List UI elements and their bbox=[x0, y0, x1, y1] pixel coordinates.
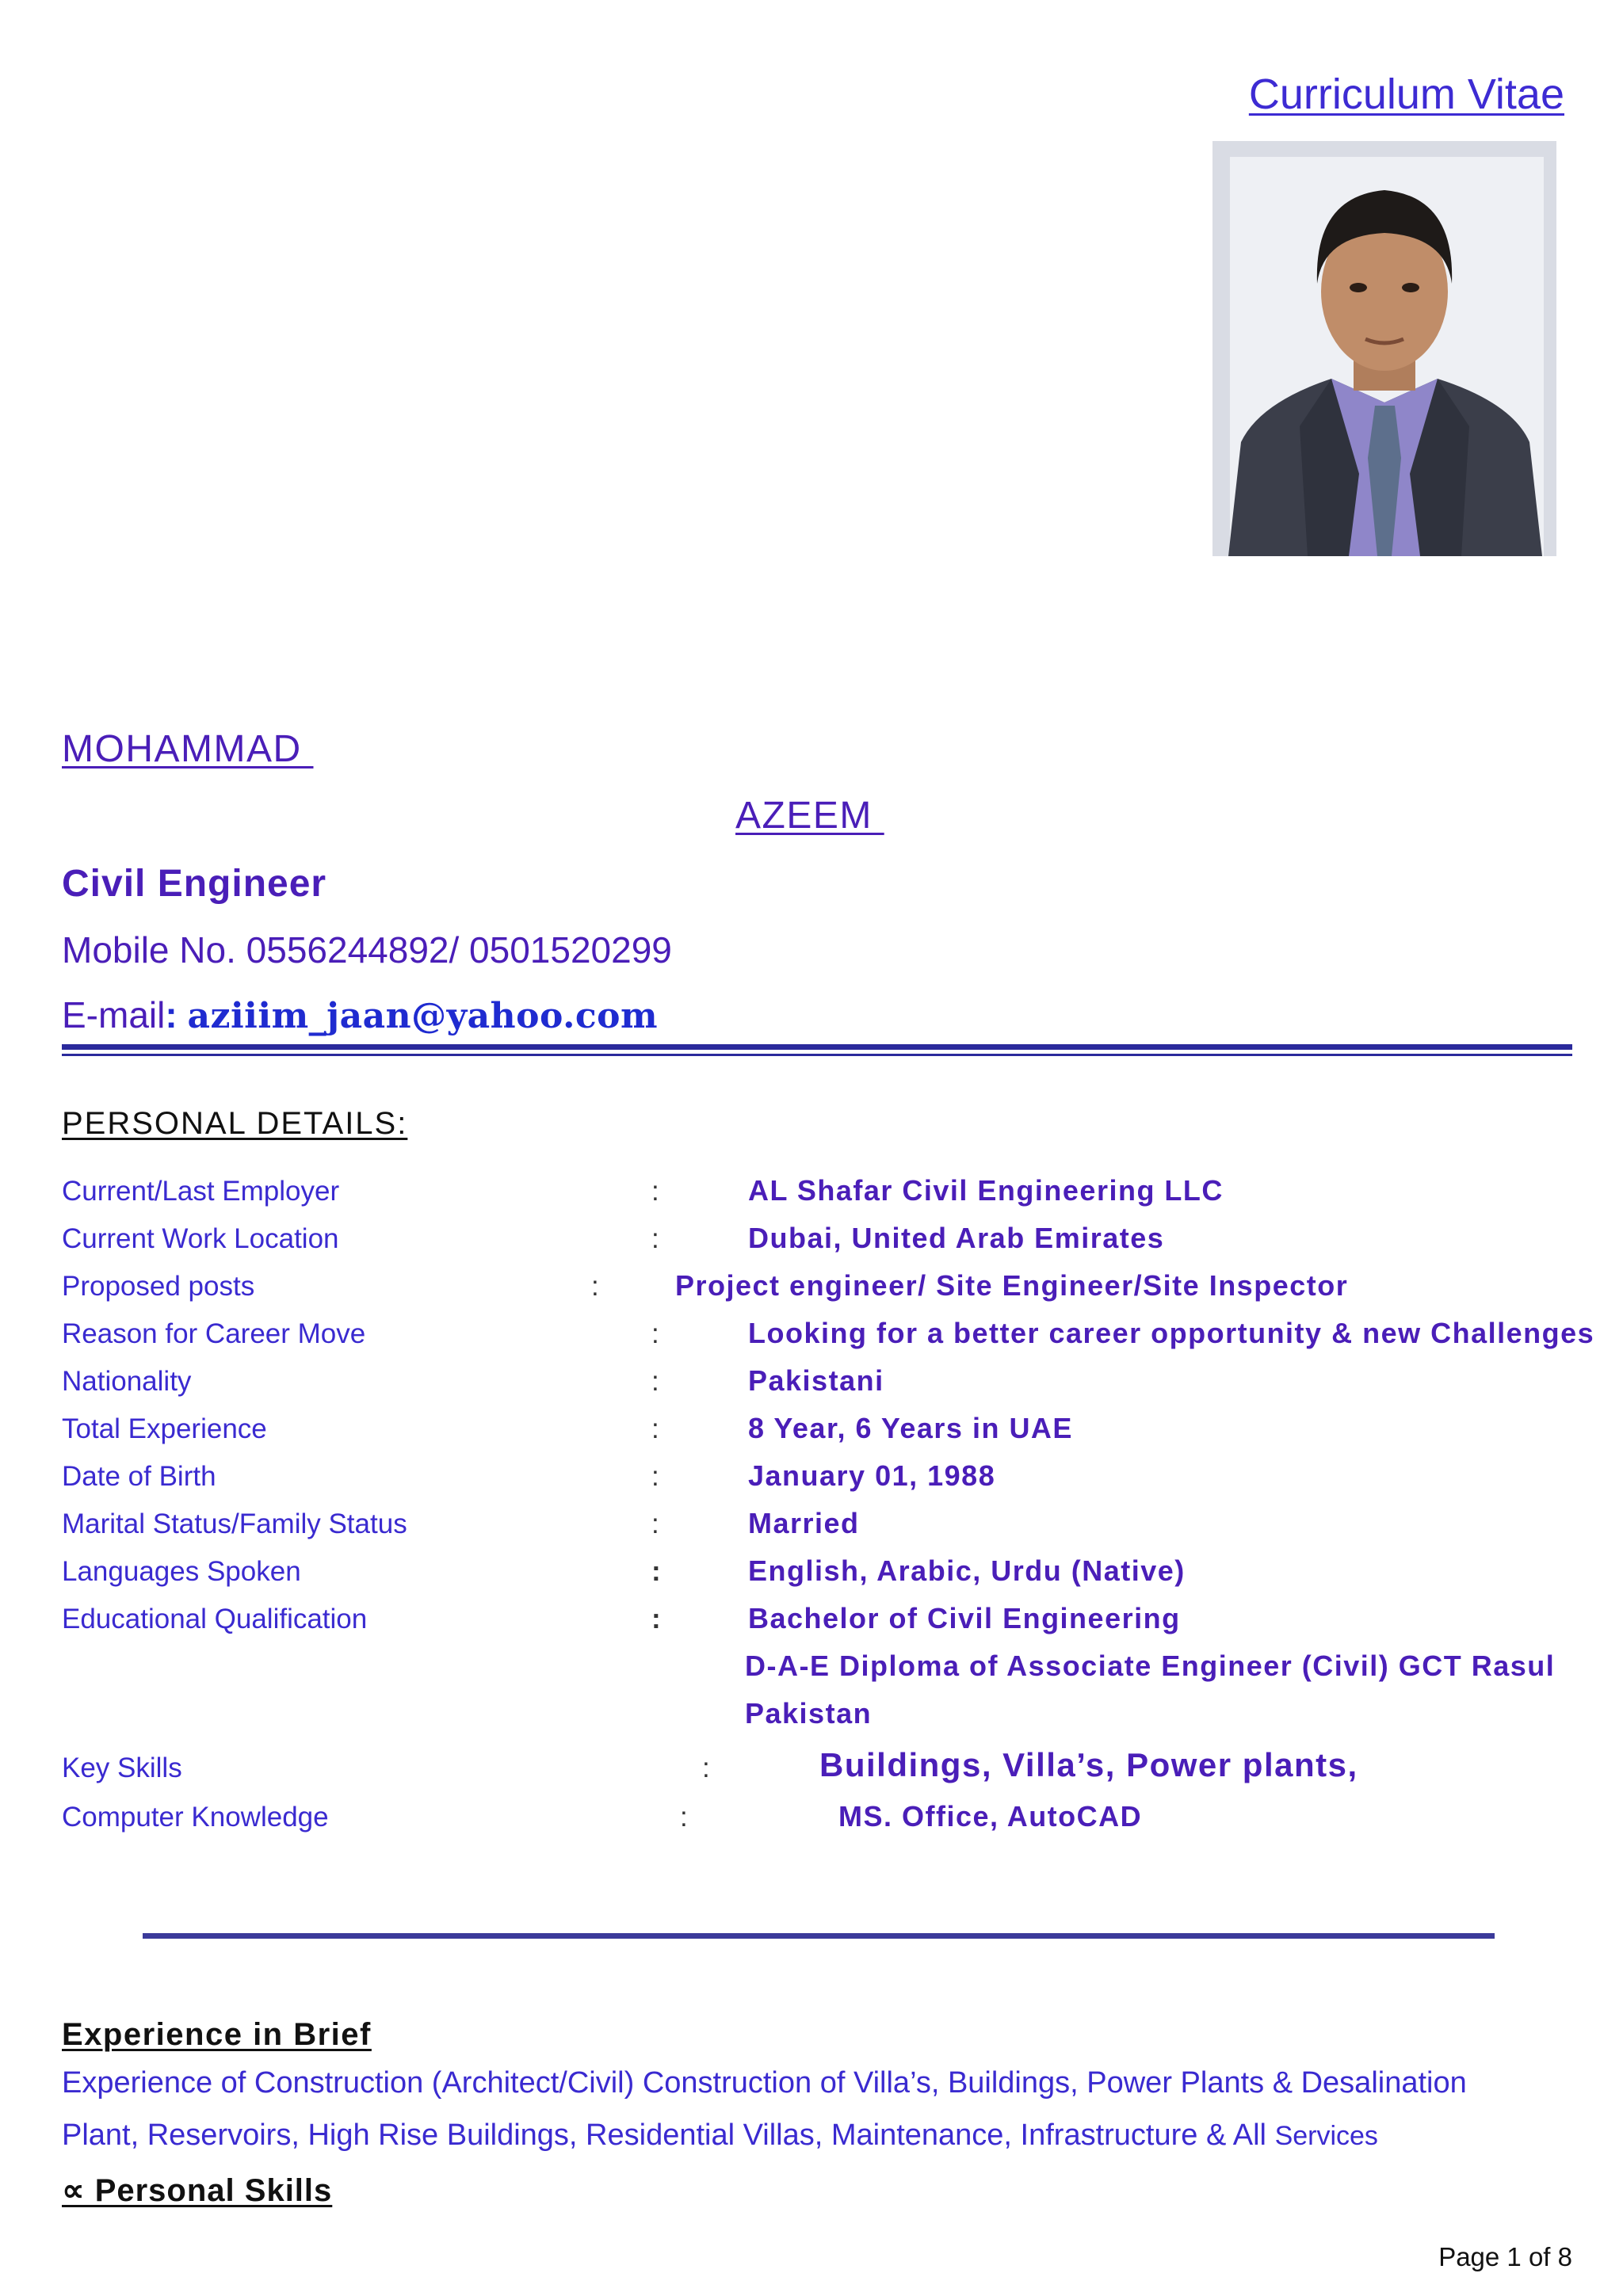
detail-value: Bachelor of Civil Engineering bbox=[748, 1602, 1181, 1634]
detail-value: January 01, 1988 bbox=[748, 1459, 996, 1492]
page-number: Page 1 of 8 bbox=[1438, 2242, 1572, 2271]
detail-value: Married bbox=[748, 1507, 860, 1539]
detail-colon: : bbox=[702, 1753, 710, 1783]
detail-label: Proposed posts bbox=[62, 1271, 255, 1302]
detail-label: Reason for Career Move bbox=[62, 1318, 366, 1349]
detail-value: Looking for a better career opportunity & new Challenges bbox=[748, 1317, 1595, 1349]
experience-text-line: Experience of Construction (Architect/Civil) Construction of Villa’s, Buildings, Power Plants & Desalination bbox=[62, 2066, 1467, 2100]
detail-colon: : bbox=[651, 1461, 659, 1492]
detail-label: Date of Birth bbox=[62, 1461, 216, 1492]
detail-colon: : bbox=[651, 1413, 659, 1444]
candidate-last-name: AZEEM bbox=[735, 795, 884, 837]
detail-value: 8 Year, 6 Years in UAE bbox=[748, 1412, 1073, 1444]
detail-colon: : bbox=[651, 1176, 659, 1207]
detail-label: Languages Spoken bbox=[62, 1556, 301, 1587]
candidate-first-name: MOHAMMAD bbox=[62, 728, 314, 770]
detail-value: AL Shafar Civil Engineering LLC bbox=[748, 1174, 1224, 1207]
detail-colon: : bbox=[651, 1604, 661, 1634]
experience-text-line bbox=[62, 2119, 1378, 2153]
detail-value: Dubai, United Arab Emirates bbox=[748, 1222, 1165, 1254]
detail-colon: : bbox=[651, 1556, 661, 1587]
email-line bbox=[62, 994, 658, 1036]
detail-value: Buildings, Villa’s, Power plants, bbox=[819, 1746, 1358, 1783]
email-label: E-mail bbox=[62, 994, 166, 1035]
header-divider bbox=[62, 1044, 1572, 1050]
experience-text-main: Plant, Reservoirs, High Rise Buildings, Residential Villas, Maintenance, Infrastructure & All bbox=[62, 2119, 1275, 2152]
candidate-job-title: Civil Engineer bbox=[62, 863, 327, 905]
detail-label: Nationality bbox=[62, 1366, 192, 1397]
experience-text-small: Services bbox=[1274, 2121, 1378, 2151]
email-separator: : bbox=[165, 994, 188, 1035]
detail-value: Project engineer/ Site Engineer/Site Inspector bbox=[675, 1269, 1349, 1302]
detail-colon: : bbox=[651, 1508, 659, 1539]
detail-value: English, Arabic, Urdu (Native) bbox=[748, 1554, 1186, 1587]
detail-value-continuation: D-A-E Diploma of Associate Engineer (Civil) GCT Rasul bbox=[745, 1650, 1556, 1682]
personal-details-heading: PERSONAL DETAILS: bbox=[62, 1106, 408, 1141]
detail-label: Computer Knowledge bbox=[62, 1802, 329, 1833]
section-divider bbox=[143, 1933, 1495, 1939]
detail-value-continuation: Pakistan bbox=[745, 1697, 873, 1730]
personal-skills-heading: ∝ Personal Skills bbox=[62, 2173, 333, 2208]
detail-label: Marital Status/Family Status bbox=[62, 1508, 407, 1539]
detail-value: Pakistani bbox=[748, 1364, 884, 1397]
detail-label: Educational Qualification bbox=[62, 1604, 368, 1634]
detail-label: Current Work Location bbox=[62, 1223, 339, 1254]
detail-colon: : bbox=[680, 1802, 688, 1833]
document-title: Curriculum Vitae bbox=[1248, 71, 1564, 118]
email-address: aziiim_jaan@yahoo.com bbox=[187, 996, 659, 1036]
detail-colon: : bbox=[651, 1366, 659, 1397]
detail-label: Current/Last Employer bbox=[62, 1176, 340, 1207]
detail-colon: : bbox=[651, 1318, 659, 1349]
detail-colon: : bbox=[591, 1271, 599, 1302]
detail-label: Key Skills bbox=[62, 1753, 182, 1783]
detail-label: Total Experience bbox=[62, 1413, 267, 1444]
detail-colon: : bbox=[651, 1223, 659, 1254]
experience-heading: Experience in Brief bbox=[62, 2017, 372, 2052]
profile-photo bbox=[1212, 141, 1556, 556]
mobile-number: Mobile No. 0556244892/ 0501520299 bbox=[62, 929, 672, 971]
detail-value: MS. Office, AutoCAD bbox=[838, 1800, 1143, 1833]
